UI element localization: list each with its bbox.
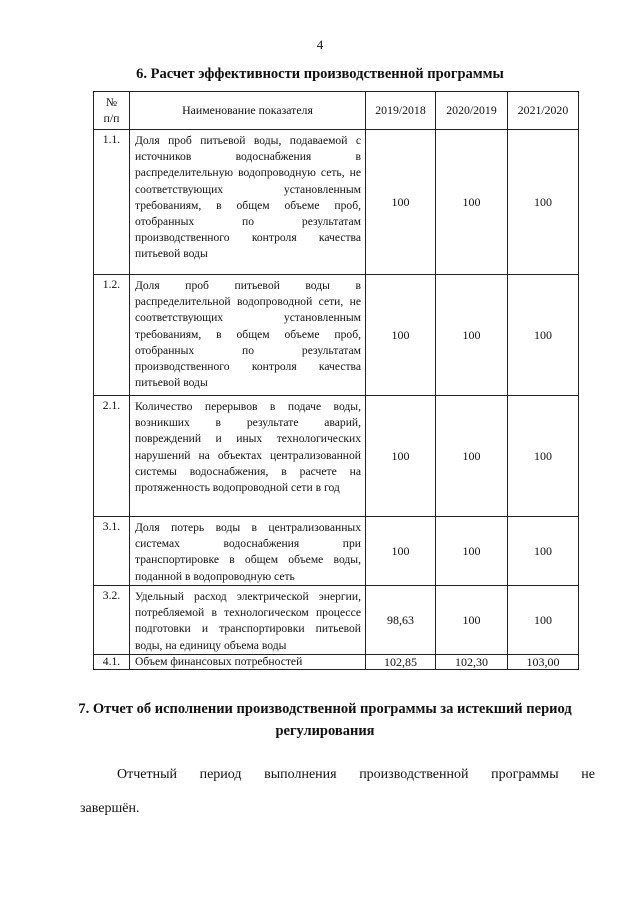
row-value-2021: 100 xyxy=(508,586,579,655)
row-indicator: Объем финансовых потребностей xyxy=(130,655,366,670)
table-row xyxy=(94,655,579,670)
row-value-2020: 100 xyxy=(436,396,508,517)
header-number-sign: № xyxy=(105,95,118,110)
row-value-2021: 100 xyxy=(508,517,579,586)
row-value-2020: 100 xyxy=(436,130,508,275)
row-value-2020: 100 xyxy=(436,275,508,396)
row-value-2019: 100 xyxy=(366,275,436,396)
paragraph-line-2: завершён. xyxy=(80,801,140,816)
section-6-title: 6. Расчет эффективности производственной программы xyxy=(136,66,504,82)
row-indicator: Доля потерь воды в централизованных системах водоснабжения при транспортировке в общем объеме воды, поданной в водопроводную сеть xyxy=(130,517,366,586)
row-value-2019: 100 xyxy=(366,130,436,275)
table-row xyxy=(94,517,579,586)
row-number: 3.2. xyxy=(94,586,130,655)
header-year-2021: 2021/2020 xyxy=(508,92,579,130)
row-value-2021: 100 xyxy=(508,396,579,517)
table-row xyxy=(94,275,579,396)
row-number: 1.2. xyxy=(94,275,130,396)
report-paragraph xyxy=(80,758,595,826)
row-value-2019: 102,85 xyxy=(366,655,436,670)
paragraph-line-1: Отчетный период выполнения производственной программы не xyxy=(117,767,595,782)
row-indicator: Удельный расход электрической энергии, потребляемой в технологическом процессе подготовки и транспортировки питьевой воды, на единицу объема воды xyxy=(130,586,366,655)
header-indicator-name: Наименование показателя xyxy=(130,92,366,130)
row-indicator: Количество перерывов в подаче воды, возникших в результате аварий, повреждений и иных технологических нарушений на объектах централизованной системы водоснабжения, в расчете на протяженность водопроводной сети в год xyxy=(130,396,366,517)
page-number: 4 xyxy=(316,37,324,52)
row-indicator: Доля проб питьевой воды, подаваемой с источников водоснабжения в распределительную водопроводную сеть, не соответствующих установленным требованиям, в общем объеме проб, отобранных по результатам производственного контроля качества питьевой воды xyxy=(130,130,366,275)
section-7-title: 7. Отчет об исполнении производственной программы за истекший период регулирования xyxy=(78,701,572,739)
header-number-pp: п/п xyxy=(103,110,120,125)
header-number xyxy=(94,92,130,130)
row-indicator: Доля проб питьевой воды в распределительной водопроводной сети, не соответствующих установленным требованиям, в общем объеме проб, отобранных по результатам производственного контроля качества питьевой воды xyxy=(130,275,366,396)
row-value-2021: 100 xyxy=(508,130,579,275)
row-value-2020: 102,30 xyxy=(436,655,508,670)
row-value-2021: 100 xyxy=(508,275,579,396)
header-year-2020: 2020/2019 xyxy=(436,92,508,130)
row-value-2019: 98,63 xyxy=(366,586,436,655)
table-header-row xyxy=(94,92,579,130)
row-number: 1.1. xyxy=(94,130,130,275)
row-number: 2.1. xyxy=(94,396,130,517)
row-value-2019: 100 xyxy=(366,396,436,517)
efficiency-table xyxy=(93,91,579,670)
row-value-2021: 103,00 xyxy=(508,655,579,670)
table-row xyxy=(94,130,579,275)
row-number: 3.1. xyxy=(94,517,130,586)
row-value-2020: 100 xyxy=(436,517,508,586)
row-value-2020: 100 xyxy=(436,586,508,655)
table-row xyxy=(94,586,579,655)
table-row xyxy=(94,396,579,517)
header-year-2019: 2019/2018 xyxy=(366,92,436,130)
row-value-2019: 100 xyxy=(366,517,436,586)
row-number: 4.1. xyxy=(94,655,130,670)
